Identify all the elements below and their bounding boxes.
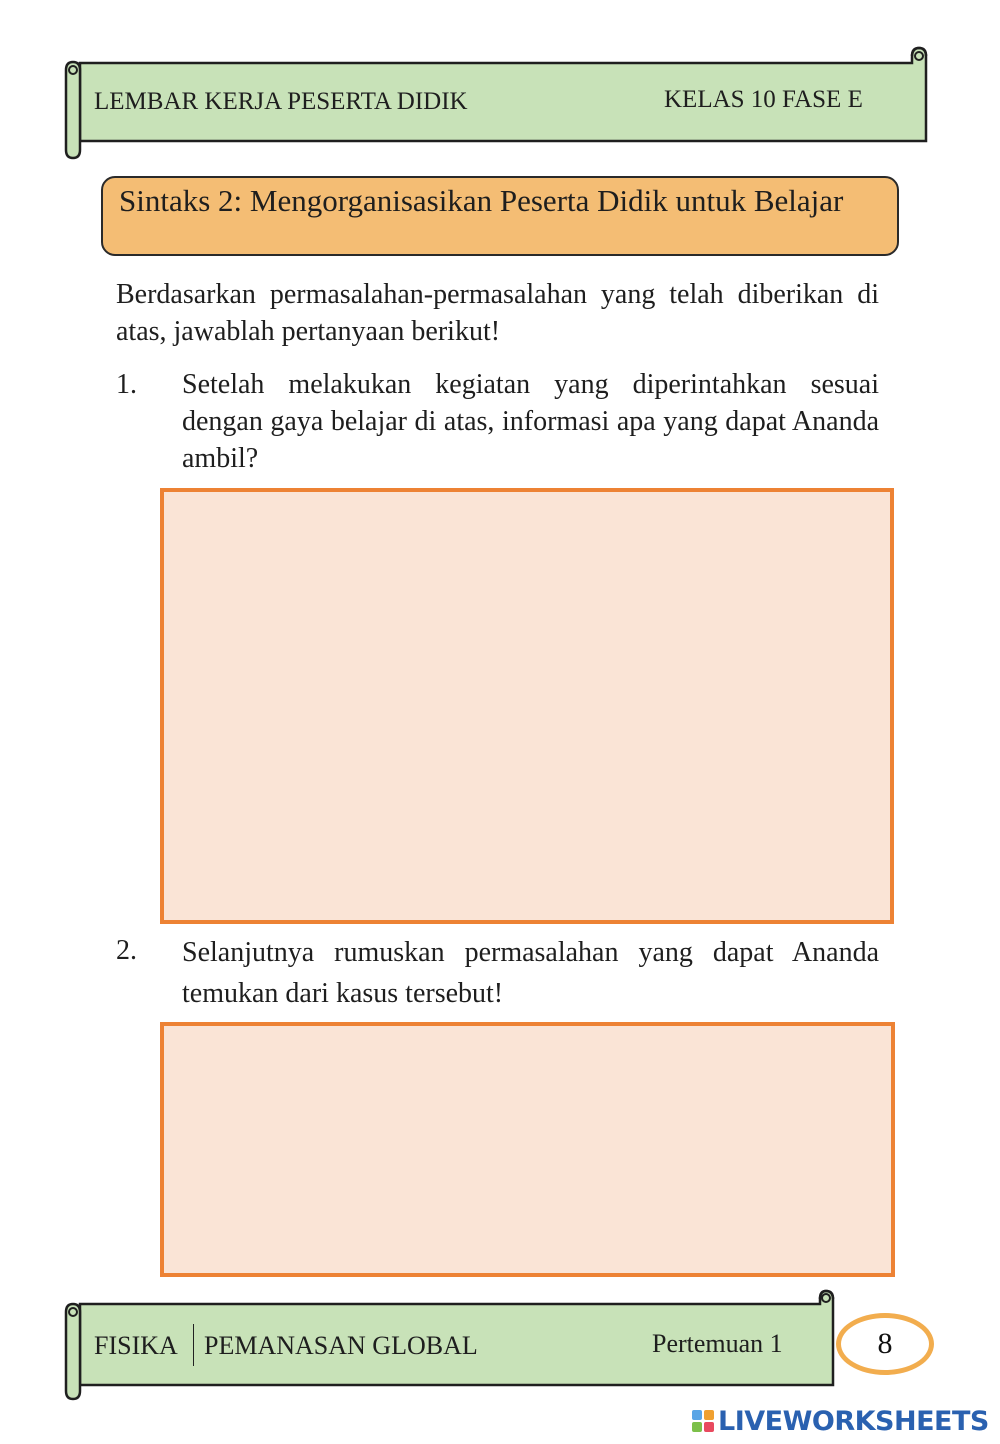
footer-divider [193,1324,194,1366]
answer-box-2[interactable] [160,1022,895,1277]
header-right-title: KELAS 10 FASE E [664,86,863,113]
question-2-text: Selanjutnya rumuskan permasalahan yang dapat Ananda temukan dari kasus tersebut! [182,937,879,1009]
footer-subject: FISIKA [94,1331,178,1360]
page-number: 8 [877,1327,893,1360]
footer-meeting: Pertemuan 1 [652,1329,783,1358]
question-2-number: 2. [116,935,137,966]
answer-box-1[interactable] [160,488,894,924]
question-1-number: 1. [116,369,137,400]
sintaks-title: Sintaks 2: Mengorganisasikan Peserta Didik untuk Belajar [101,176,899,256]
header-left-title: LEMBAR KERJA PESERTA DIDIK [94,88,468,115]
liveworksheets-brand: LIVEWORKSHEETS [718,1405,989,1437]
footer-topic: PEMANASAN GLOBAL [204,1331,478,1360]
question-1-text: Setelah melakukan kegiatan yang diperintahkan sesuai dengan gaya belajar di atas, informasi apa yang dapat Ananda ambil? [182,369,879,474]
intro-paragraph: Berdasarkan permasalahan-permasalahan yang telah diberikan di atas, jawablah pertanyaan berikut! [116,279,879,347]
liveworksheets-logo-icon [692,1410,714,1432]
page-number-badge [836,1313,934,1375]
liveworksheets-watermark [692,1404,989,1438]
header-scroll-banner [0,0,1000,170]
